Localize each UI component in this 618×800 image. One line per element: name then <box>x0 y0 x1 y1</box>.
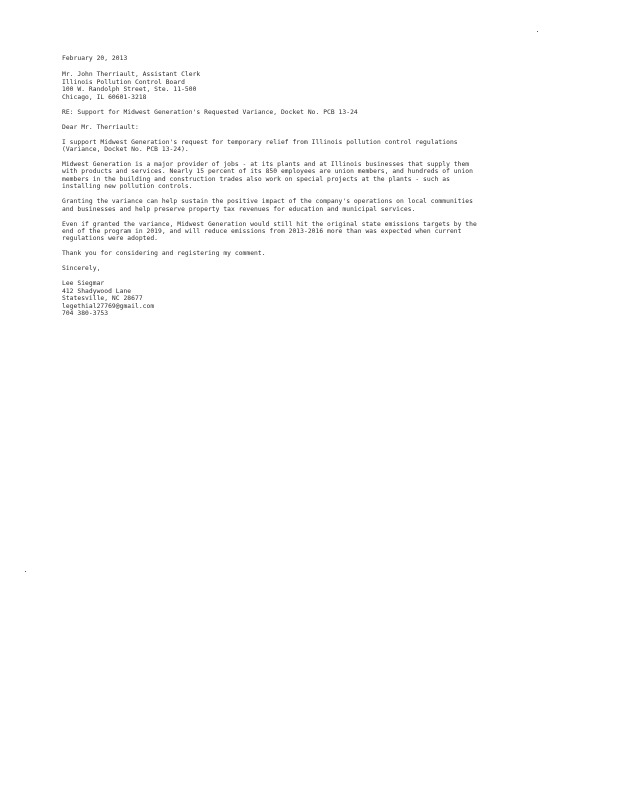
recipient-line: Mr. John Therriault, Assistant Clerk <box>62 71 201 79</box>
paragraph-line: installing new pollution controls. <box>62 183 193 191</box>
recipient-address <box>62 71 562 101</box>
paragraph-line: regulations were adopted. <box>62 235 159 243</box>
letter-subject: RE: Support for Midwest Generation's Requested Variance, Docket No. PCB 13-24 <box>62 108 358 116</box>
paragraph-line: with products and services. Nearly 15 percent of its 850 employees are union members, and hundreds of union <box>62 168 473 176</box>
letter-salutation: Dear Mr. Therriault: <box>62 123 139 131</box>
paragraph-line: end of the program in 2019, and will reduce emissions from 2013-2016 more than was expected when current <box>62 228 462 236</box>
signature-block <box>62 280 562 317</box>
recipient-line: 100 W. Randolph Street, Ste. 11-500 <box>62 86 197 94</box>
paragraph-line: Thank you for considering and registering my comment. <box>62 250 266 258</box>
signature-name: Lee Siegmar <box>62 280 105 288</box>
scan-speck <box>25 571 26 572</box>
paragraph <box>62 139 562 154</box>
paragraph-line: (Variance, Docket No. PCB 13-24). <box>62 146 189 154</box>
signature-phone: 704 380-3753 <box>62 310 109 318</box>
paragraph-line: members in the building and construction trades also work on special projects at the plants - such as <box>62 175 450 183</box>
letter-body <box>62 55 562 318</box>
signature-city: Statesville, NC 28677 <box>62 295 143 303</box>
paragraph-line: and businesses and help preserve property tax revenues for education and municipal services. <box>62 205 416 213</box>
paragraph <box>62 250 562 257</box>
signature-email: legethial27769@gmail.com <box>62 302 155 310</box>
paragraph-line: Even if granted the variance, Midwest Generation would still hit the original state emissions targets by the <box>62 220 477 228</box>
recipient-line: Illinois Pollution Control Board <box>62 78 185 86</box>
paragraph <box>62 198 562 213</box>
paragraph <box>62 221 562 243</box>
letter-date: February 20, 2013 <box>62 55 128 62</box>
letter-closing: Sincerely, <box>62 265 101 273</box>
paragraph-line: I support Midwest Generation's request for temporary relief from Illinois pollution control regulations <box>62 138 458 146</box>
signature-street: 412 Shadywood Lane <box>62 287 132 295</box>
paragraph-line: Midwest Generation is a major provider of jobs - at its plants and at Illinois businesses that supply them <box>62 161 470 169</box>
recipient-line: Chicago, IL 60601-3218 <box>62 93 147 101</box>
paragraph <box>62 161 562 191</box>
paragraph-line: Granting the variance can help sustain the positive impact of the company's operations on local communities <box>62 198 473 206</box>
scan-speck <box>537 31 538 32</box>
